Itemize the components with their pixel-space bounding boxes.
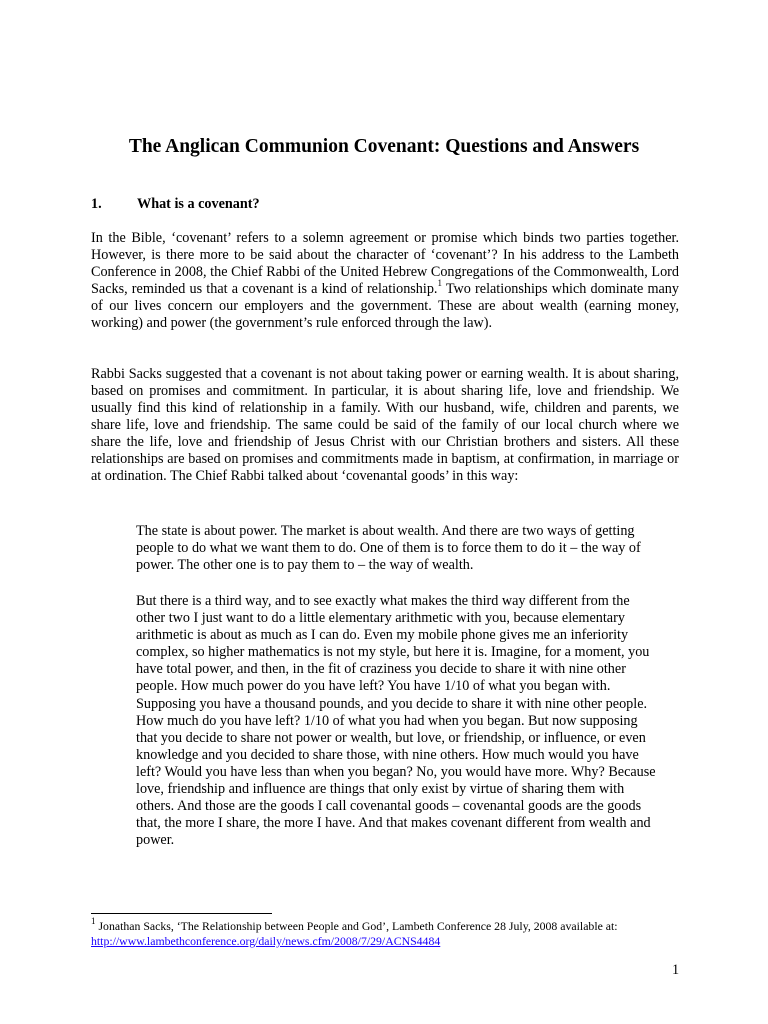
- section-heading: [91, 196, 260, 213]
- paragraph-1: [91, 230, 679, 332]
- footnote-number: 1: [91, 916, 96, 927]
- block-quote-1: The state is about power. The market is about wealth. And there are two ways of getting people to do what we want them to do. One of them is to force them to do it – the way of power. The other one is to pay them to – the way of wealth.: [136, 523, 641, 574]
- page-title: The Anglican Communion Covenant: Questions and Answers: [128, 136, 640, 157]
- section-number: 1.: [91, 196, 102, 212]
- footnote-text: Jonathan Sacks, ‘The Relationship between People and God’, Lambeth Conference 28 July, 2008 available at:: [95, 919, 618, 933]
- paragraph-1-text: In the Bible, ‘covenant’ refers to a solemn agreement or promise which binds two parties together. However, is there more to be said about the character of ‘covenant’? In his address to the Lambeth Conference in 2008, the Chief Rabbi of the United Hebrew Congregations of the Commonwealth, Lord Sacks, reminded us that a covenant is a kind of relationship.: [91, 230, 679, 297]
- page-number: 1: [672, 962, 680, 978]
- paragraph-1-text-continued: Two relationships which dominate many of our lives concern our employers and the government. These are about wealth (earning money, working) and power (the government’s rule enforced through the law).: [91, 281, 679, 331]
- block-quote-2: But there is a third way, and to see exactly what makes the third way different from the other two I just want to do a little elementary arithmetic with you, because elementary arithmetic is about as much as I can do. Even my mobile phone gives me an inferiority complex, so higher mathematics is not my style, but here it is. Imagine, for a moment, you have total power, and then, in the fit of craziness you decide to share it with nine other people. How much power do you have left? You have 1/10 of what you began with. Supposing you have a thousand pounds, and you decide to share it with nine other people. How much do you have left? 1/10 of what you had when you began. But now supposing that you decide to share not power or wealth, but love, or friendship, or influence, or even knowledge and you decided to share those, with nine others. How much would you have left? Would you have less than when you began? No, you would have more. Why? Because love, friendship and influence are things that only exist by virtue of sharing them with others. And those are the goods I call covenantal goods – covenantal goods are the goods that, the more I share, the more I have. And that makes covenant different from wealth and power.: [136, 593, 656, 849]
- footnote-reference[interactable]: 1: [437, 278, 442, 289]
- footnote-link[interactable]: http://www.lambethconference.org/daily/news.cfm/2008/7/29/ACNS4484: [91, 934, 441, 948]
- section-heading-text: What is a covenant?: [137, 196, 260, 212]
- footnote: [91, 916, 691, 949]
- paragraph-2: Rabbi Sacks suggested that a covenant is not about taking power or earning wealth. It is about sharing, based on promises and commitment. In particular, it is about sharing life, love and friendship. We usually find this kind of relationship in a family. With our husband, wife, children and parents, we share life, love and friendship. The same could be said of the family of our local church where we share the life, love and friendship of Jesus Christ with our Christian brothers and sisters. All these relationships are based on promises and commitments made in baptism, at confirmation, in marriage or at ordination. The Chief Rabbi talked about ‘covenantal goods’ in this way:: [91, 366, 679, 484]
- footnote-separator: [91, 913, 272, 914]
